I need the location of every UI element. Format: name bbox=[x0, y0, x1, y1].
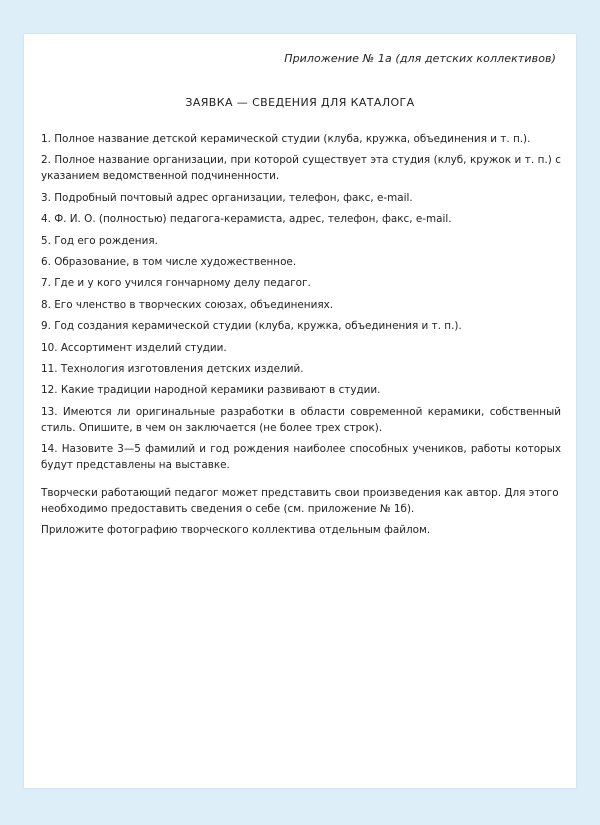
list-item: 11. Технология изготовления детских изделий. bbox=[41, 362, 304, 375]
list-item: 12. Какие традиции народной керамики развивают в студии. bbox=[41, 384, 381, 397]
list-item: 8. Его членство в творческих союзах, объединениях. bbox=[41, 298, 334, 311]
list-item: 4. Ф. И. О. (полностью) педагога-керамиста, адрес, телефон, факс, e-mail. bbox=[41, 213, 452, 226]
note-paragraph: Приложите фотографию творческого коллектива отдельным файлом. bbox=[41, 524, 431, 536]
appendix-label: Приложение № 1а (для детских коллективов) bbox=[284, 52, 556, 65]
list-item: 5. Год его рождения. bbox=[41, 234, 158, 247]
list-item: 6. Образование, в том числе художественное. bbox=[41, 255, 297, 268]
list-item: 9. Год создания керамической студии (клуба, кружка, объединения и т. п.). bbox=[41, 320, 462, 333]
questions-list bbox=[41, 131, 561, 478]
document-title: ЗАЯВКА — СВЕДЕНИЯ ДЛЯ КАТАЛОГА bbox=[185, 96, 415, 109]
notes-section bbox=[41, 485, 561, 543]
note-paragraph: Творчески работающий педагог может представить свои произведения как автор. Для этого необходимо предоставить сведения о себе (см. приложение № 1б). bbox=[41, 487, 559, 515]
list-item: 10. Ассортимент изделий студии. bbox=[41, 341, 227, 354]
list-item: 13. Имеются ли оригинальные разработки в области современной керамики, собственный стиль. Опишите, в чем он заключается (не более трех строк). bbox=[41, 405, 561, 434]
list-item: 3. Подробный почтовый адрес организации, телефон, факс, e-mail. bbox=[41, 191, 413, 204]
list-item: 1. Полное название детской керамической студии (клуба, кружка, объединения и т. п.). bbox=[41, 133, 531, 145]
list-item: 14. Назовите 3—5 фамилий и год рождения наиболее способных учеников, работы которых будут представлены на выставке. bbox=[41, 443, 561, 472]
document-page bbox=[24, 34, 576, 788]
list-item: 7. Где и у кого учился гончарному делу педагог. bbox=[41, 277, 311, 290]
list-item: 2. Полное название организации, при которой существует эта студия (клуб, кружок и т. п.) с указанием ведомственной подчиненности. bbox=[41, 154, 561, 183]
